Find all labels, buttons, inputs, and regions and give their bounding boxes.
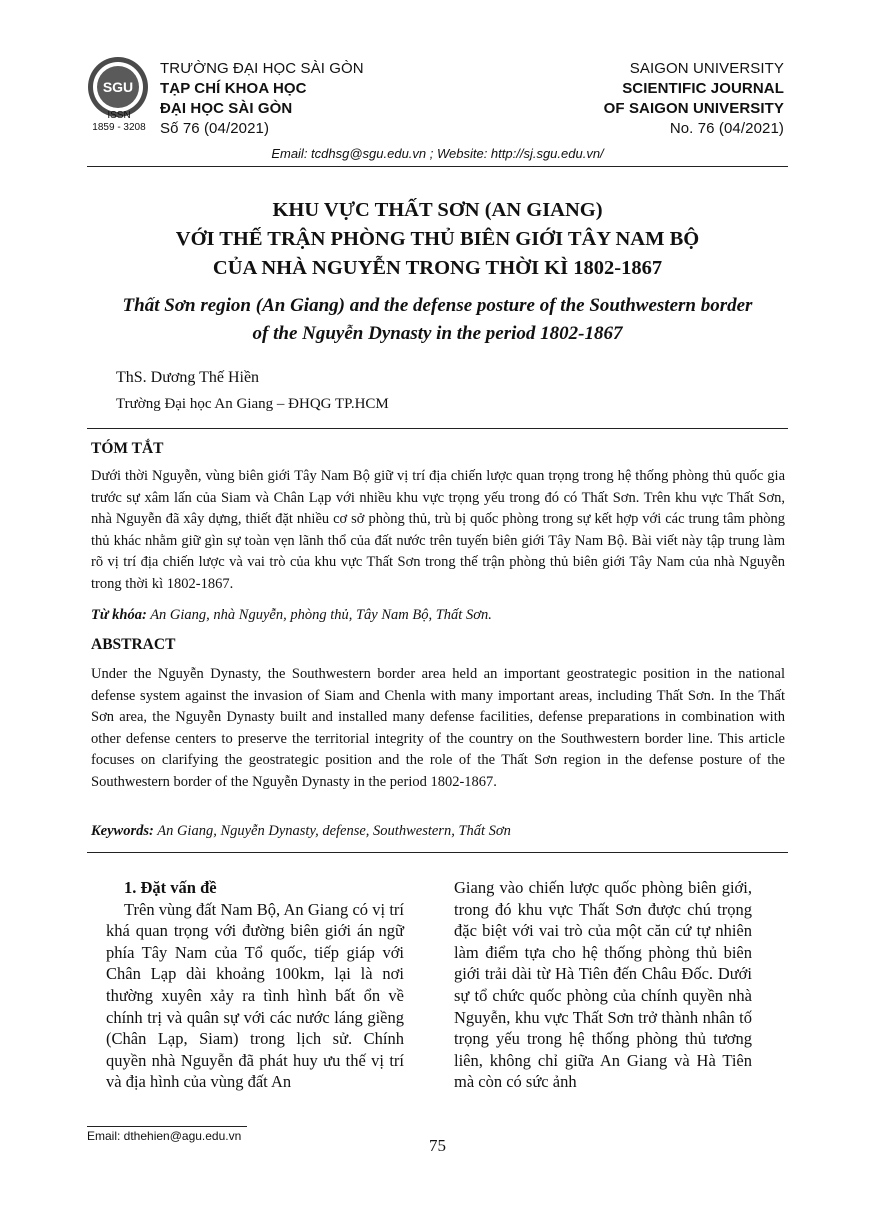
abstract-keywords-list: An Giang, Nguyễn Dynasty, defense, Southwestern, Thất Sơn: [157, 823, 511, 839]
body-column-right: [454, 877, 752, 1093]
header-journal-vn-2: ĐẠI HỌC SÀI GÒN: [160, 100, 293, 117]
abstract-text: Under the Nguyễn Dynasty, the Southwestern border area held an important geostrategic position in the national defense system against the invasion of Siam and Chenla with many important areas, including Thất Sơn. In the Thất Sơn area, the Nguyễn Dynasty built and installed many defense facilities, defense preparations in combination with other defense centers to preserve the territorial integrity of the country on the Southwestern border line. This article focuses on clarifying the geostrategic position and the role of the Thất Sơn region in the defense posture of the Southwestern border of the Nguyễn Dynasty in the period 1802-1867.: [91, 666, 785, 790]
abstract-divider-bottom: [87, 852, 788, 853]
title-vietnamese: [60, 196, 815, 283]
header-journal-vn: TẠP CHÍ KHOA HỌC: [160, 80, 307, 97]
header-journal-en-2: OF SAIGON UNIVERSITY: [603, 100, 784, 117]
header-issue-en: No. 76 (04/2021): [669, 120, 784, 137]
abstract-keywords-label: Keywords:: [91, 823, 154, 839]
header-divider: [87, 166, 788, 167]
summary-text: Dưới thời Nguyễn, vùng biên giới Tây Nam Bộ giữ vị trí địa chiến lược quan trọng trong hệ thống phòng thủ quốc gia trước sự xâm lấn của Siam và Chân Lạp với nhiều khu vực trọng yếu trong đó có Thất Sơn. Trên khu vực Thất Sơn, nhà Nguyễn đã xây dựng, thiết đặt nhiều cơ sở phòng thủ, trù bị quốc phòng trong sự kết hợp với các trung tâm phòng thủ khác nhằm giữ gìn sự toàn vẹn lãnh thổ của đất nước trên tuyến biên giới Tây Nam Bộ. Bài viết này tập trung làm rõ vị trí địa chiến lược và vai trò của khu vực Thất Sơn trong thế trận phòng thủ biên giới Tây Nam của nhà Nguyễn trong thời kì 1802-1867.: [91, 468, 785, 592]
journal-contact: Email: tcdhsg@sgu.edu.vn ; Website: http://sj.sgu.edu.vn/: [271, 146, 604, 161]
title-en-line: of the Nguyễn Dynasty in the period 1802-1867: [252, 323, 623, 344]
title-vn-line: CỦA NHÀ NGUYỄN TRONG THỜI KÌ 1802-1867: [212, 257, 663, 279]
abstract-keywords: [91, 823, 785, 840]
title-en-line: Thất Sơn region (An Giang) and the defense posture of the Southwestern border: [122, 295, 753, 316]
title-vn-line: VỚI THẾ TRẬN PHÒNG THỦ BIÊN GIỚI TÂY NAM BỘ: [175, 228, 700, 250]
section-heading: 1. Đặt vấn đề: [124, 878, 217, 897]
author-email-footnote: Email: dthehien@agu.edu.vn: [87, 1129, 242, 1143]
summary-keywords-label: Từ khóa:: [91, 607, 147, 623]
author-name: ThS. Dương Thế Hiền: [116, 369, 260, 386]
body-paragraph-continued: Giang vào chiến lược quốc phòng biên giới, trong đó khu vực Thất Sơn được chú trọng đặc biệt với vai trò của một căn cứ tự nhiên làm điểm tựa cho hệ thống phòng thủ biên giới trải dài từ Hà Tiên đến Châu Đốc. Dưới sự tổ chức quốc phòng của chính quyền nhà Nguyễn, khu vực Thất Sơn trở thành nhân tố trọng yếu trong hệ thống phòng thủ tương liên, không chỉ giữa An Giang và Hà Tiên mà còn có sức ảnh: [454, 878, 752, 1092]
header-issue-vn: Số 76 (04/2021): [160, 120, 270, 137]
issn-number: 1859 - 3208: [92, 122, 146, 133]
summary-keywords: [91, 607, 785, 624]
body-paragraph: Trên vùng đất Nam Bộ, An Giang có vị trí khá quan trọng với đường biên giới án ngữ phía Tây Nam của Tổ quốc, tiếp giáp với Chân Lạp dài khoảng 100km, lại là nơi thường xuyên xảy ra tình hình bất ổn về chính trị và quân sự với các nước láng giềng (Chân Lạp, Siam) trong lịch sử. Chính quyền nhà Nguyễn đã phát huy ưu thế vị trí và địa hình của vùng đất An: [106, 899, 404, 1092]
header-journal-en: SCIENTIFIC JOURNAL: [622, 80, 784, 97]
abstract-divider-top: [87, 428, 788, 429]
header-left: [160, 59, 364, 139]
sgu-logo: [87, 56, 149, 118]
author-affiliation: Trường Đại học An Giang – ĐHQG TP.HCM: [116, 396, 389, 412]
header-university-en: SAIGON UNIVERSITY: [629, 60, 784, 77]
title-english: [60, 292, 815, 348]
body-column-left: [106, 877, 404, 1093]
footnote-divider: [87, 1126, 247, 1127]
logo-text: SGU: [102, 79, 134, 95]
abstract-heading: ABSTRACT: [91, 636, 176, 653]
header-right: [604, 59, 784, 139]
issn-label: ISSN: [107, 110, 131, 121]
summary-heading: TÓM TẮT: [91, 440, 164, 457]
title-vn-line: KHU VỰC THẤT SƠN (AN GIANG): [272, 199, 603, 221]
summary-keywords-list: An Giang, nhà Nguyễn, phòng thủ, Tây Nam Bộ, Thất Sơn.: [150, 607, 492, 623]
issn-block: [86, 110, 152, 134]
header-university-vn: TRƯỜNG ĐẠI HỌC SÀI GÒN: [160, 60, 364, 77]
page-number: 75: [429, 1136, 446, 1155]
